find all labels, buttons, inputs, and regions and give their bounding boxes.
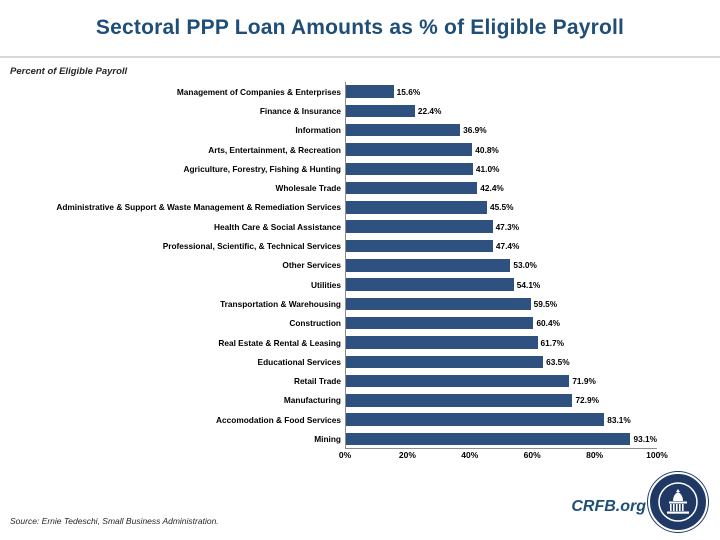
category-label: Transportation & Warehousing [220,298,341,309]
bar-value-label: 60.4% [536,318,560,329]
bar-track [345,178,657,197]
bar-value-label: 53.0% [513,260,537,271]
bar [345,124,460,137]
bar-value-label: 42.4% [480,183,504,194]
bar-track [345,217,657,236]
bar-track [345,275,657,294]
bar [345,394,572,407]
bar-track [345,429,657,448]
bar-row [0,140,720,159]
bar [345,278,514,291]
bar [345,336,538,349]
category-label: Finance & Insurance [259,105,341,116]
bar-track [345,101,657,120]
bar-row [0,275,720,294]
category-label: Retail Trade [293,376,341,387]
category-label: Educational Services [257,356,341,367]
category-label: Construction [289,318,341,329]
bar-track [345,371,657,390]
y-axis-line [345,82,346,448]
bar-value-label: 41.0% [475,163,500,174]
bar [345,105,415,118]
bar-row [0,333,720,352]
x-tick-label: 80% [586,450,604,460]
bar-row [0,429,720,448]
bar [345,298,531,311]
bar [345,413,604,426]
page-title: Sectoral PPP Loan Amounts as % of Eligible Payroll [95,16,625,39]
bar [345,163,473,176]
bar [345,259,510,272]
bar-value-label: 71.9% [572,376,596,387]
bar-value-label: 45.5% [489,202,514,213]
x-tick-label: 0% [338,450,352,460]
source-note: Source: Ernie Tedeschi, Small Business Administration. [10,516,219,526]
bar-value-label: 72.9% [575,395,599,406]
bar-value-label: 22.4% [417,105,442,116]
category-label: Real Estate & Rental & Leasing [218,337,341,348]
bar-chart [0,82,720,462]
x-tick-label: 40% [461,450,479,460]
bar-track [345,82,657,101]
chart-title-bar [0,0,720,58]
bar-value-label: 15.6% [396,86,421,97]
bar-value-label: 59.5% [533,298,558,309]
category-label: Manufacturing [283,395,341,406]
category-label: Professional, Scientific, & Technical Services [162,241,341,252]
x-axis-line [345,448,657,449]
bar [345,240,493,253]
bar-row [0,198,720,217]
x-tick-label: 60% [523,450,541,460]
bar [345,375,569,388]
bar [345,220,493,233]
category-label: Information [295,125,341,136]
category-label: Mining [314,433,341,444]
bar-row [0,294,720,313]
bar [345,182,477,195]
x-axis-ticks [338,450,668,466]
x-tick-label: 100% [646,450,668,460]
bar-value-label: 54.1% [516,279,541,290]
bar-track [345,314,657,333]
bar [345,317,533,330]
capitol-dome-icon [648,472,708,532]
bar-track [345,159,657,178]
bar-row [0,101,720,120]
bar [345,356,543,369]
bar-track [345,256,657,275]
bar-track [345,294,657,313]
category-label: Health Care & Social Assistance [214,221,341,232]
category-label: Administrative & Support & Waste Management & Remediation Services [56,202,341,213]
bar-value-label: 47.3% [495,221,520,232]
bar [345,201,487,214]
category-label: Wholesale Trade [275,183,341,194]
bar-value-label: 47.4% [495,241,520,252]
category-label: Arts, Entertainment, & Recreation [208,144,341,155]
bar-track [345,140,657,159]
bar-value-label: 40.8% [475,144,499,155]
bar-track [345,198,657,217]
bar-track [345,352,657,371]
bar [345,85,394,98]
bar-row [0,121,720,140]
bar-track [345,236,657,255]
bar-row [0,371,720,390]
brand-label: CRFB.org [571,498,646,515]
category-label: Other Services [282,260,341,271]
bar [345,433,630,446]
category-label: Utilities [311,279,341,290]
category-label: Accomodation & Food Services [216,414,341,425]
bar-row [0,217,720,236]
bar-row [0,410,720,429]
bar-row [0,352,720,371]
bar-row [0,391,720,410]
bar-row [0,178,720,197]
bar-row [0,82,720,101]
bar-track [345,410,657,429]
bar-row [0,236,720,255]
x-tick-label: 20% [398,450,416,460]
bar-value-label: 93.1% [633,433,657,444]
axis-note-label: Percent of Eligible Payroll [10,66,128,77]
category-label: Agriculture, Forestry, Fishing & Hunting [183,163,341,174]
bar-track [345,121,657,140]
bar-row [0,159,720,178]
bar-value-label: 61.7% [540,337,565,348]
bar-value-label: 63.5% [546,356,570,367]
bar-track [345,391,657,410]
bar-value-label: 83.1% [607,414,631,425]
bar-value-label: 36.9% [463,125,487,136]
bar-track [345,333,657,352]
bar-row [0,256,720,275]
bar-row [0,314,720,333]
bar [345,143,472,156]
bar-rows [0,82,720,449]
category-label: Management of Companies & Enterprises [176,86,341,97]
